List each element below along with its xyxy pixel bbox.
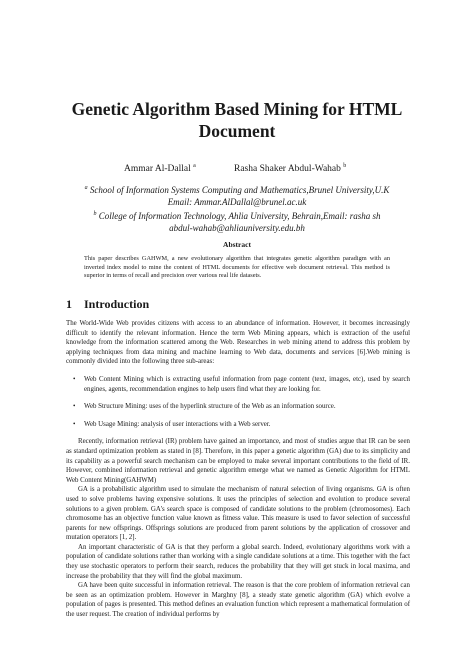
bullet-list [66,375,410,429]
author-1: Ammar Al-Dallal $^a$ [124,162,196,174]
paragraph-5: GA have been quite successful in information retrieval. The reason is that the core problem of information retrieval can be seen as an optimization problem. However in Marghny [8], a steady state genetic algorithm (GA) which evolve a population of pages is presented. This method defines an evaluation function which represent a mathematical formulation of the user request. The creation of individual performs by [66,582,410,619]
body-text [66,319,410,620]
paragraph-2: Recently, information retrieval (IR) problem have gained an importance, and most of studies argue that IR can be seen as standard optimization problem as stated in [8]. Therefore, in this paper a genetic algorithm (GA) due to its simplicity and its capability as a powerful search mechanism can be employed to make several important contributions to the field of IR. However, combined information retrieval and genetic algorithm emerge what we named as Genetic Algorithm for HTML Web Content Mining(GAHWM) [66,438,410,484]
author-2: Rasha Shaker Abdul-Wahab $^b$ [234,162,347,174]
paragraph-4: An important characteristic of GA is that they perform a global search. Indeed, evolutionary algorithms work with a population of candidate solutions rather than working with a single candidate solutions at a time. This together with the fact they use stochastic operators to perform their search, reduces the probability that they will get stuck in local maxima, and increase the probability that they will find the global maximum. [66,543,410,580]
section-heading [66,297,149,312]
affiliation-2: $^b$ College of Information Technology, Ahlia University, Behrain,Email: rasha sh abdul-wahab@ahliauniversity.edu.bh [93,211,381,233]
abstract-heading: Abstract [223,240,251,249]
section-number: 1 [66,297,72,311]
bullet-item: • Web Content Mining which is extracting useful information from page content (text, images, etc), used by search engines, agents, recommendation engines to help users find what they are looking for. [73,375,410,393]
bullet-icon: • [73,420,76,428]
bullet-item: • Web Usage Mining: analysis of user interactions with a Web server. [73,420,271,428]
paper-title: Genetic Algorithm Based Mining for HTML Document [71,99,403,141]
bullet-icon: • [73,375,76,383]
paragraph-3: GA is a probabilistic algorithm used to simulate the mechanism of natural selection of living organisms. GA is often used to solve problems having expensive solutions. It uses the principles of selection and evolution to produce several solutions to a given problem. GA's search space is composed of candidate solutions to the problem (chromosomes). Each chromosome has an objective function value known as fitness value. This measure is used to favor selection of successful parents for new offsprings. Offsprings solutions are produced from parent solutions by the application of crossover and mutation operators [1, 2]. [66,486,410,542]
bullet-icon: • [73,403,76,411]
section-title: Introduction [84,297,150,311]
paragraph-1: The World-Wide Web provides citizens with access to an abundance of information. However, it becomes increasingly difficult to identify the relevant information. Hence the term Web Mining appears, which is extraction of the useful knowledge from the information scattered among the Web. Researches in web mining attend to address this problem by applying techniques from data mining and machine learning to Web data, documents and services [6].Web mining is commonly divided into the following three sub-areas: [66,320,410,366]
abstract-text: This paper describes GAHWM, a new evolutionary algorithm that integrates genetic algorithm paradigm with an inverted index model to mine the content of HTML documents for effective web document retrieval. This method is superior in terms of recall and precision over various real life datasets. [84,255,390,280]
affiliation-1: $^a$ School of Information Systems Computing and Mathematics,Brunel University,U.K Email: Ammar.AlDallal@brunel.ac.uk [84,185,390,207]
bullet-item: • Web Structure Mining: uses of the hyperlink structure of the Web as an information source. [73,403,336,411]
